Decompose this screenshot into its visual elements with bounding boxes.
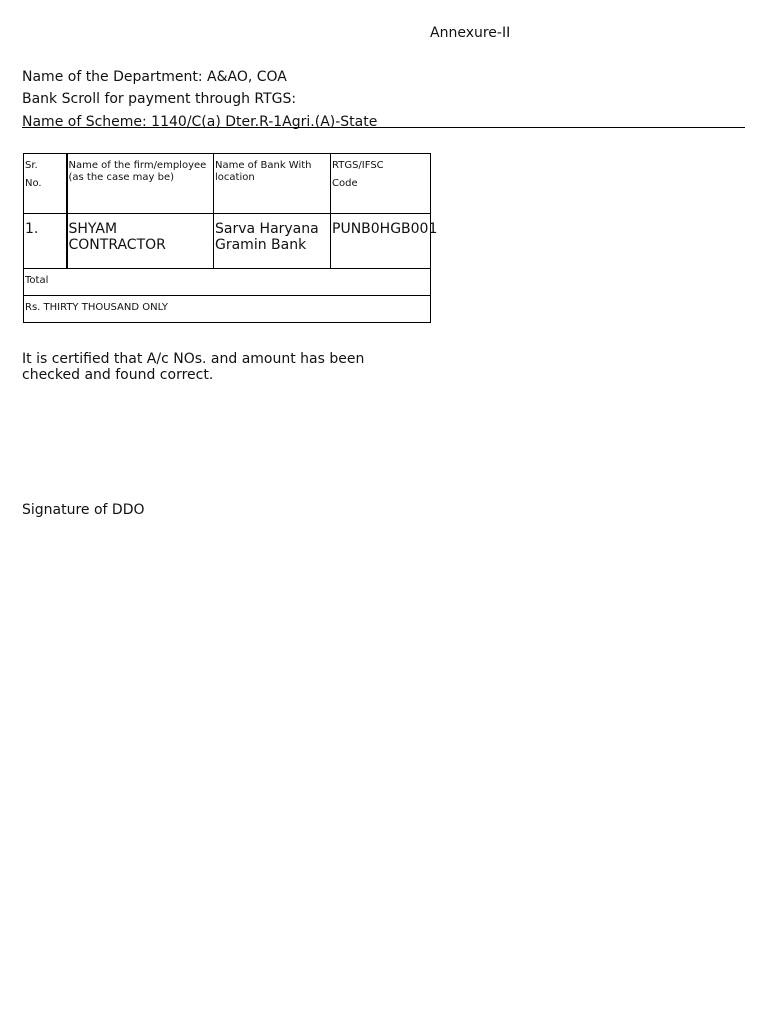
header-ifsc-line2: Code xyxy=(332,178,358,189)
total-row xyxy=(24,269,431,296)
total-label: Total xyxy=(24,269,431,296)
header-sr-no xyxy=(24,154,67,214)
department-name: Name of the Department: A&AO, COA xyxy=(22,69,287,85)
row-firm-name: SHYAM CONTRACTOR xyxy=(67,214,214,269)
header-ifsc xyxy=(331,154,431,214)
row-ifsc-code: PUNB0HGB001 xyxy=(331,214,431,269)
header-sr-no-line1: Sr. xyxy=(25,160,38,171)
row-bank-name: Sarva Haryana Gramin Bank xyxy=(214,214,331,269)
row-sr-no: 1. xyxy=(24,214,67,269)
table-header-row xyxy=(24,154,431,214)
header-sr-no-line2: No. xyxy=(25,178,42,189)
bank-scroll-heading: Bank Scroll for payment through RTGS: xyxy=(22,91,297,107)
certification-text: It is certified that A/c NOs. and amount has been checked and found correct. xyxy=(22,351,365,383)
scheme-name: Name of Scheme: 1140/C(a) Dter.R-1Agri.(A)-State xyxy=(22,114,378,130)
header-firm-name: Name of the firm/employee (as the case may be) xyxy=(67,154,214,214)
amount-words-row xyxy=(24,296,431,323)
amount-in-words: Rs. THIRTY THOUSAND ONLY xyxy=(24,296,431,323)
header-ifsc-line1: RTGS/IFSC xyxy=(332,160,384,171)
table-row xyxy=(24,214,431,269)
bank-scroll-table xyxy=(23,153,438,323)
annexure-title: Annexure-II xyxy=(430,25,511,41)
ddo-signature-label: Signature of DDO xyxy=(22,502,145,518)
header-divider xyxy=(22,127,745,128)
header-bank-name: Name of Bank With location xyxy=(214,154,331,214)
